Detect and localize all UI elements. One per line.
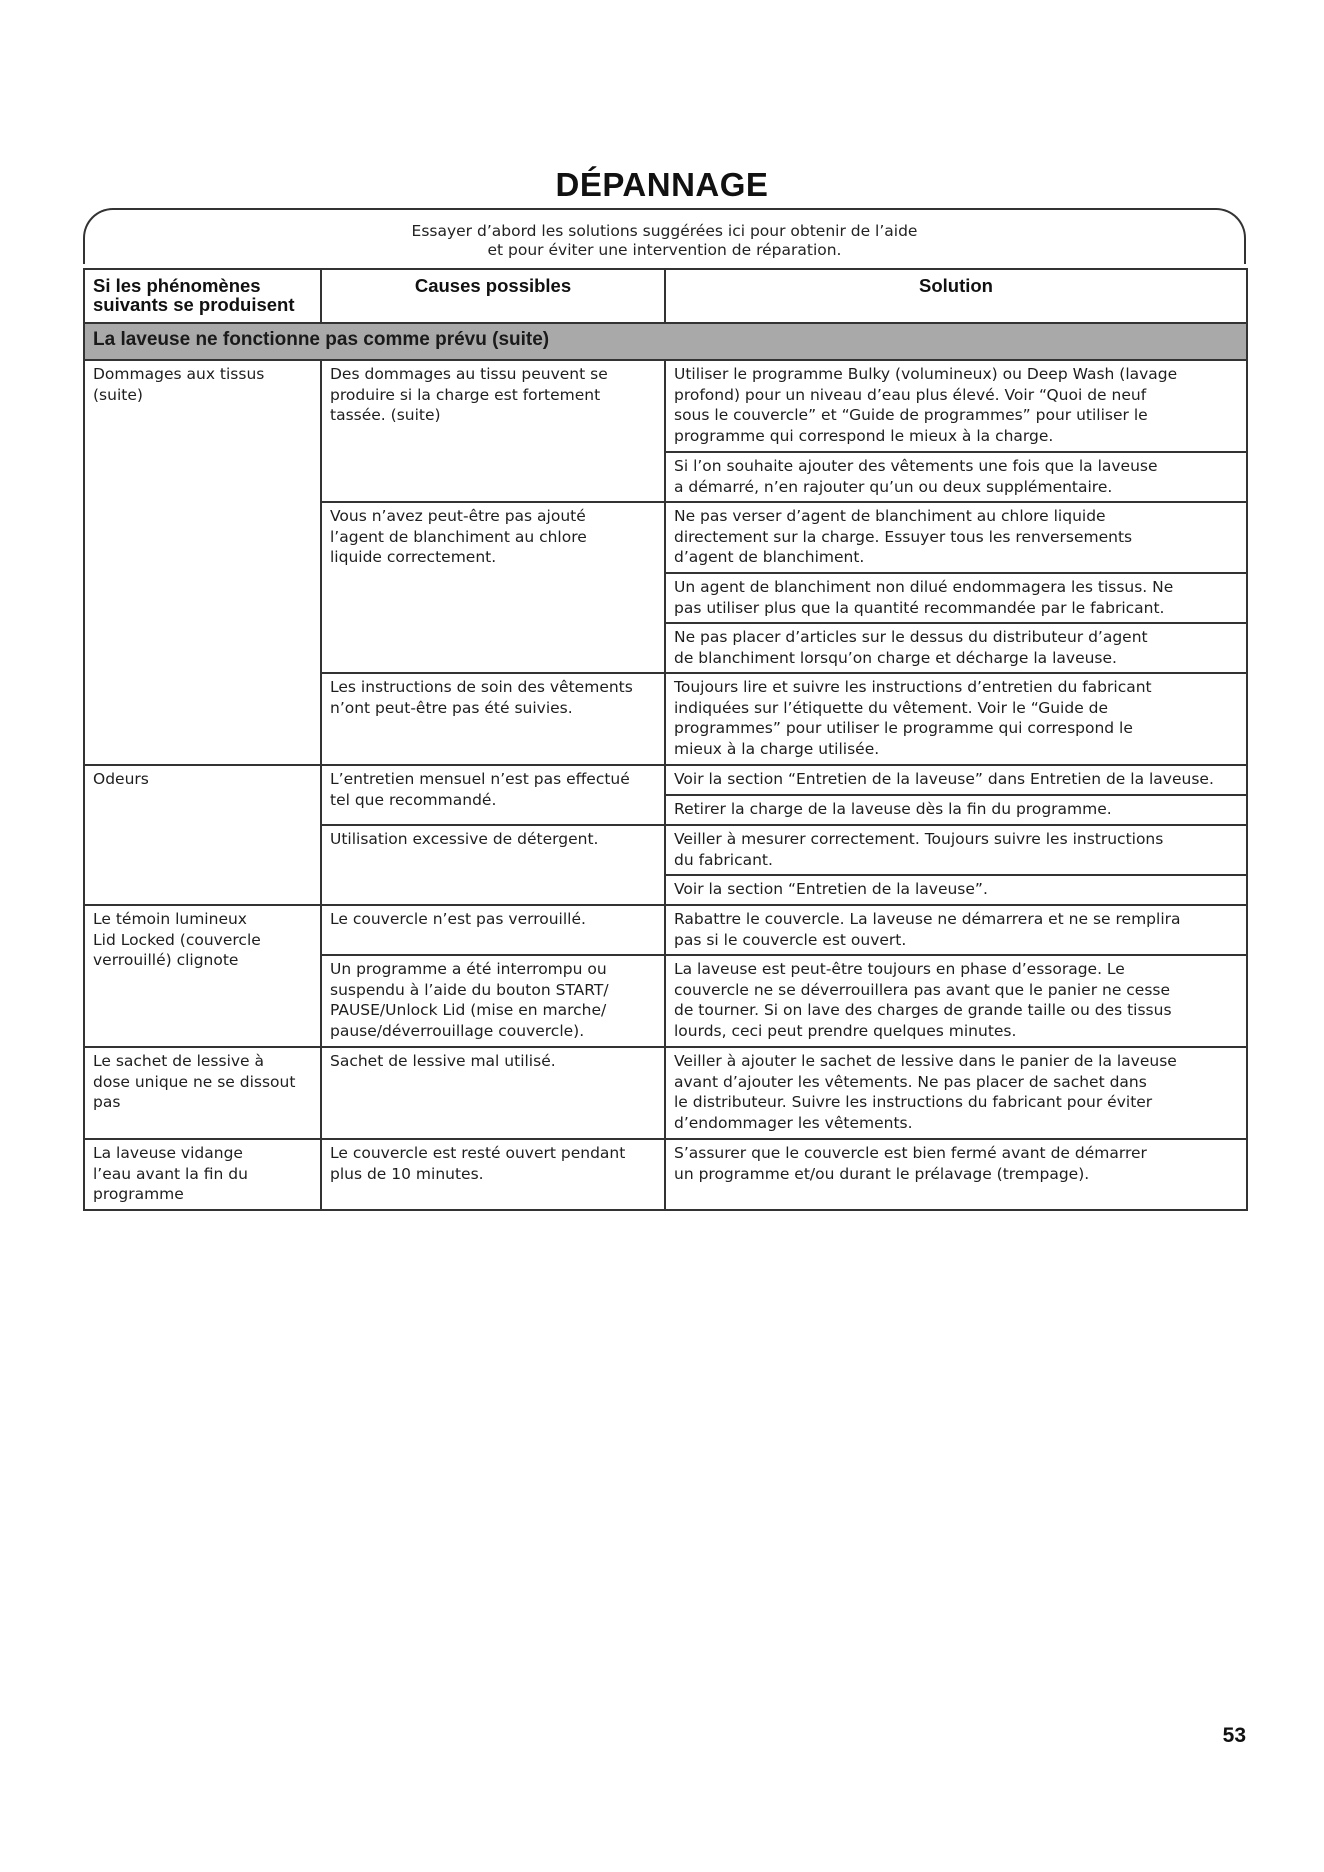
cause-cell: Les instructions de soin des vêtements n’ont peut-être pas été suivies.: [321, 673, 665, 765]
phenomenon-cell: La laveuse vidange l’eau avant la fin du programme: [84, 1139, 321, 1210]
intro-line-1: Essayer d’abord les solutions suggérées ici pour obtenir de l’aide: [411, 222, 918, 240]
cause-cell: Le couvercle est resté ouvert pendant plus de 10 minutes.: [321, 1139, 665, 1210]
section-title: La laveuse ne fonctionne pas comme prévu (suite): [84, 323, 1247, 360]
table-header-row: [84, 269, 1247, 323]
table-row: [84, 360, 1247, 452]
cause-cell: Sachet de lessive mal utilisé.: [321, 1047, 665, 1139]
table-row: [84, 1139, 1247, 1210]
table-row: [84, 1047, 1247, 1139]
solution-cell: Veiller à ajouter le sachet de lessive dans le panier de la laveuse avant d’ajouter les vêtements. Ne pas placer de sachet dans le distributeur. Suivre les instructions du fabricant pour éviter d’endommager les vêtements.: [665, 1047, 1247, 1139]
header-solution: Solution: [665, 269, 1247, 323]
cause-cell: L’entretien mensuel n’est pas effectué tel que recommandé.: [321, 765, 665, 825]
solution-cell: Si l’on souhaite ajouter des vêtements une fois que la laveuse a démarré, n’en rajouter qu’un ou deux supplémentaire.: [665, 452, 1247, 502]
section-row: [84, 323, 1247, 360]
solution-cell: La laveuse est peut-être toujours en phase d’essorage. Le couvercle ne se déverrouillera pas avant que le panier ne cesse de tourner. Si on lave des charges de grande taille ou des tissus lourds, ceci peut prendre quelques minutes.: [665, 955, 1247, 1047]
phenomenon-cell: Dommages aux tissus (suite): [84, 360, 321, 765]
intro-text: [83, 222, 1246, 260]
page-number: 53: [1222, 1724, 1246, 1747]
header-phenomena: Si les phénomènes suivants se produisent: [84, 269, 321, 323]
cause-cell: Utilisation excessive de détergent.: [321, 825, 665, 905]
cause-cell: Le couvercle n’est pas verrouillé.: [321, 905, 665, 955]
phenomenon-cell: Le sachet de lessive à dose unique ne se dissout pas: [84, 1047, 321, 1139]
table-row: [84, 765, 1247, 795]
cause-cell: Des dommages au tissu peuvent se produire si la charge est fortement tassée. (suite): [321, 360, 665, 502]
troubleshooting-table: [83, 268, 1248, 1211]
solution-cell: Retirer la charge de la laveuse dès la fin du programme.: [665, 795, 1247, 825]
intro-line-2: et pour éviter une intervention de réparation.: [487, 241, 842, 259]
phenomenon-cell: Le témoin lumineux Lid Locked (couvercle verrouillé) clignote: [84, 905, 321, 1047]
solution-cell: Ne pas verser d’agent de blanchiment au chlore liquide directement sur la charge. Essuyer tous les renversements d’agent de blanchiment.: [665, 502, 1247, 573]
solution-cell: Toujours lire et suivre les instructions d’entretien du fabricant indiquées sur l’étiquette du vêtement. Voir le “Guide de programmes” pour utiliser le programme qui correspond le mieux à la charge utilisée.: [665, 673, 1247, 765]
solution-cell: S’assurer que le couvercle est bien fermé avant de démarrer un programme et/ou durant le prélavage (trempage).: [665, 1139, 1247, 1210]
cause-cell: Vous n’avez peut-être pas ajouté l’agent de blanchiment au chlore liquide correctement.: [321, 502, 665, 673]
cause-cell: Un programme a été interrompu ou suspendu à l’aide du bouton START/ PAUSE/Unlock Lid (mise en marche/ pause/déverrouillage couvercle).: [321, 955, 665, 1047]
solution-cell: Un agent de blanchiment non dilué endommagera les tissus. Ne pas utiliser plus que la quantité recommandée par le fabricant.: [665, 573, 1247, 623]
table-row: [84, 905, 1247, 955]
solution-cell: Veiller à mesurer correctement. Toujours suivre les instructions du fabricant.: [665, 825, 1247, 875]
header-causes: Causes possibles: [321, 269, 665, 323]
solution-cell: Ne pas placer d’articles sur le dessus du distributeur d’agent de blanchiment lorsqu’on charge et décharge la laveuse.: [665, 623, 1247, 673]
solution-cell: Voir la section “Entretien de la laveuse”.: [665, 875, 1247, 905]
solution-cell: Voir la section “Entretien de la laveuse” dans Entretien de la laveuse.: [665, 765, 1247, 795]
phenomenon-cell: Odeurs: [84, 765, 321, 905]
solution-cell: Utiliser le programme Bulky (volumineux) ou Deep Wash (lavage profond) pour un niveau d’eau plus élevé. Voir “Quoi de neuf sous le couvercle” et “Guide de programmes” pour utiliser le programme qui correspond le mieux à la charge.: [665, 360, 1247, 452]
page-title: DÉPANNAGE: [555, 166, 769, 203]
solution-cell: Rabattre le couvercle. La laveuse ne démarrera et ne se remplira pas si le couvercle est ouvert.: [665, 905, 1247, 955]
